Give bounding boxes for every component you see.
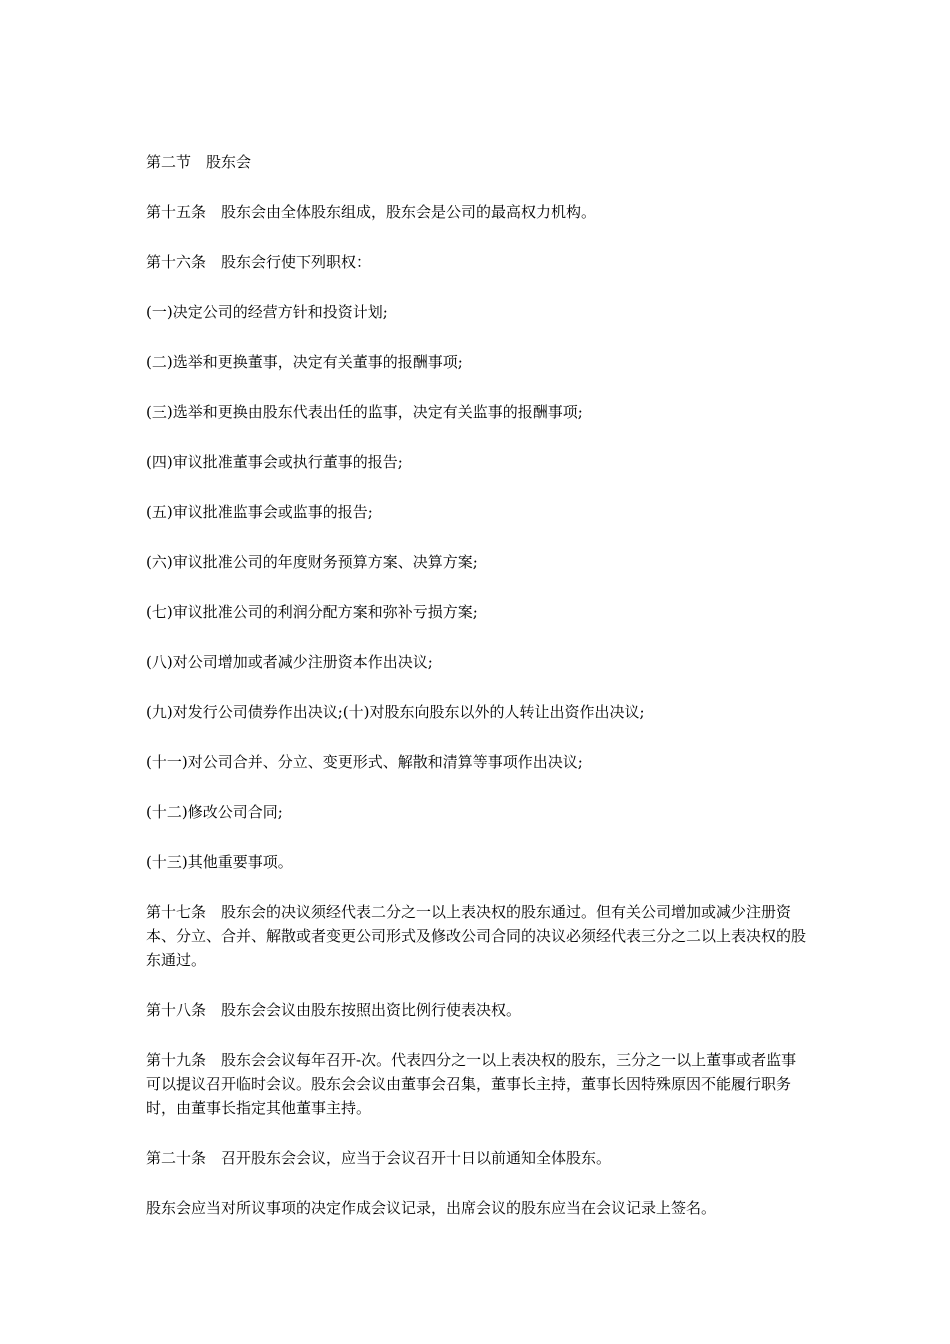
article-16-item-5: (五)审议批准监事会或监事的报告; bbox=[146, 503, 373, 521]
article-15: 第十五条 股东会由全体股东组成，股东会是公司的最高权力机构。 bbox=[146, 203, 597, 221]
article-16-item-2: (二)选举和更换董事，决定有关董事的报酬事项; bbox=[146, 353, 463, 371]
article-16-item-11: (十一)对公司合并、分立、变更形式、解散和清算等事项作出决议; bbox=[146, 753, 583, 771]
article-16-item-1: (一)决定公司的经营方针和投资计划; bbox=[146, 303, 388, 321]
document-page bbox=[146, 150, 811, 1246]
article-16-item-4: (四)审议批准董事会或执行董事的报告; bbox=[146, 453, 403, 471]
article-16-item-12: (十二)修改公司合同; bbox=[146, 803, 283, 821]
article-16-item-8: (八)对公司增加或者减少注册资本作出决议; bbox=[146, 653, 433, 671]
article-16-item-7: (七)审议批准公司的利润分配方案和弥补亏损方案; bbox=[146, 603, 478, 621]
article-16-item-13: (十三)其他重要事项。 bbox=[146, 853, 293, 871]
article-18: 第十八条 股东会会议由股东按照出资比例行使表决权。 bbox=[146, 1001, 522, 1019]
article-16-item-9-10: (九)对发行公司债券作出决议;(十)对股东向股东以外的人转让出资作出决议; bbox=[146, 703, 645, 721]
article-20: 第二十条 召开股东会会议，应当于会议召开十日以前通知全体股东。 bbox=[146, 1149, 612, 1167]
article-16-item-3: (三)选举和更换由股东代表出任的监事，决定有关监事的报酬事项; bbox=[146, 403, 583, 421]
section-heading: 第二节 股东会 bbox=[146, 153, 252, 171]
article-16-item-6: (六)审议批准公司的年度财务预算方案、决算方案; bbox=[146, 553, 478, 571]
article-19: 第十九条 股东会会议每年召开-次。代表四分之一以上表决权的股东，三分之一以上董事或者监事可以提议召开临时会议。股东会会议由董事会召集，董事长主持，董事长因特殊原因不能履行职务时，由董事长指定其他董事主持。 bbox=[146, 1051, 797, 1117]
article-17: 第十七条 股东会的决议须经代表二分之一以上表决权的股东通过。但有关公司增加或减少注册资本、分立、合并、解散或者变更公司形式及修改公司合同的决议必须经代表三分之二以上表决权的股东通过。 bbox=[146, 903, 807, 969]
article-16: 第十六条 股东会行使下列职权： bbox=[146, 253, 372, 271]
meeting-minutes-paragraph: 股东会应当对所议事项的决定作成会议记录，出席会议的股东应当在会议记录上签名。 bbox=[146, 1199, 717, 1217]
